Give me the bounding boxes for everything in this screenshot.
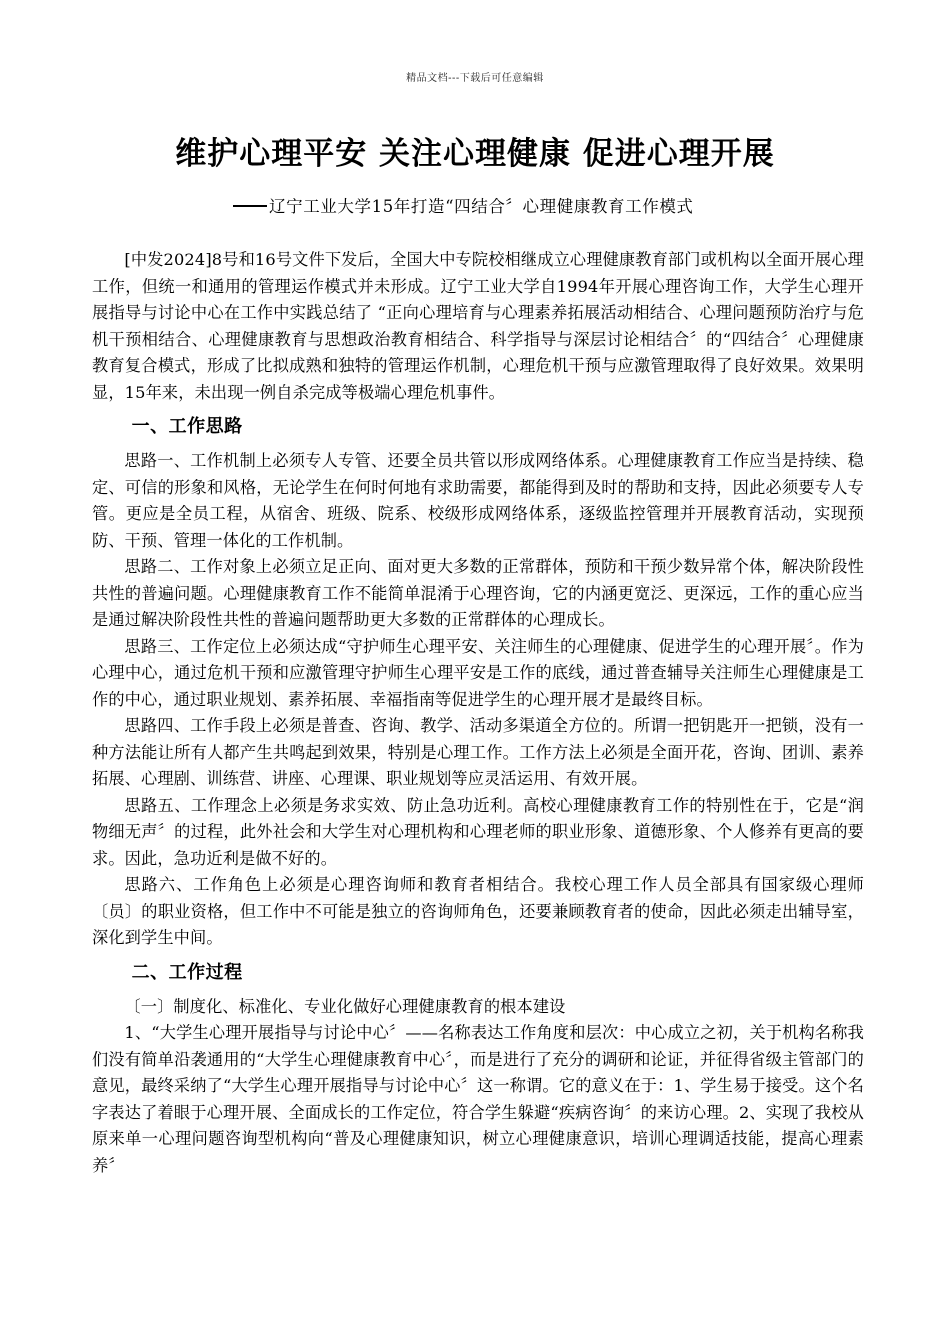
document-body [92, 247, 864, 1179]
subsection-heading: 〔一〕制度化、标准化、专业化做好心理健康教育的根本建设 [124, 996, 566, 1016]
paragraph: 思路一、工作机制上必须专人专管、还要全员共管以形成网络体系。心理健康教育工作应当是持续、稳定、可信的形象和风格，无论学生在何时何地有求助需要，都能得到及时的帮助和支持，因此必须要专人专管。更应是全员工程，从宿舍、班级、院系、校级形成网络体系，逐级监控管理并开展教育活动，实现预防、干预、管理一体化的工作机制。 [92, 451, 864, 550]
subtitle-text: 辽宁工业大学15年打造“四结合〞心理健康教育工作模式 [269, 197, 694, 216]
intro-paragraph: [中发2024]8号和16号文件下发后，全国大中专院校相继成立心理健康教育部门或机构以全面开展心理工作，但统一和通用的管理运作模式并未形成。辽宁工业大学自1994年开展心理咨询工作，大学生心理开展指导与讨论中心在工作中实践总结了 “正向心理培育与心理素养拓展活动相结合、心理问题预防治疗与危机干预相结合、心理健康教育与思想政治教育相结合、科学指导与深层讨论相结合〞的“四结合〞心理健康教育复合模式，形成了比拟成熟和独特的管理运作机制，心理危机干预与应激管理取得了良好效果。效果明显，15年来，未出现一例自杀完成等极端心理危机事件。 [92, 250, 864, 402]
paragraph: 思路六、工作角色上必须是心理咨询师和教育者相结合。我校心理工作人员全部具有国家级心理师〔员〕的职业资格，但工作中不可能是独立的咨询师角色，还要兼顾教育者的使命，因此必须走出辅导室，深化到学生中间。 [92, 875, 864, 947]
paragraph: 思路四、工作手段上必须是普查、咨询、教学、活动多渠道全方位的。所谓一把钥匙开一把锁，没有一种方法能让所有人都产生共鸣起到效果，特别是心理工作。工作方法上必须是全面开花，咨询、团训、素养拓展、心理剧、训练营、讲座、心理课、职业规划等应灵活运用、有效开展。 [92, 716, 864, 788]
header-note: 精品文档---下载后可任意编辑 [406, 73, 544, 84]
section-heading: 一、工作思路 [131, 416, 243, 437]
paragraph: 1、“大学生心理开展指导与讨论中心〞——名称表达工作角度和层次：中心成立之初，关于机构名称我们没有简单沿袭通用的“大学生心理健康教育中心〞，而是进行了充分的调研和论证，并征得省级主管部门的意见，最终采纳了“大学生心理开展指导与讨论中心〞这一称谓。它的意义在于：1、学生易于接受。这个名字表达了着眼于心理开展、全面成长的工作定位，符合学生躲避“疾病咨询〞的来访心理。2、实现了我校从原来单一心理问题咨询型机构向“普及心理健康知识，树立心理健康意识，培训心理调适技能，提高心理素养〞 [92, 1023, 864, 1175]
paragraph: 思路二、工作对象上必须立足正向、面对更大多数的正常群体，预防和干预少数异常个体，解决阶段性共性的普遍问题。心理健康教育工作不能简单混淆于心理咨询，它的内涵更宽泛、更深远，工作的重心应当是通过解决阶段性共性的普遍问题帮助更大多数的正常群体的心理成长。 [92, 557, 864, 629]
document-subtitle [233, 193, 853, 217]
paragraph: 思路三、工作定位上必须达成“守护师生心理平安、关注师生的心理健康、促进学生的心理开展〞。作为心理中心，通过危机干预和应激管理守护师生心理平安是工作的底线，通过普查辅导关注师生心理健康是工作的中心，通过职业规划、素养拓展、幸福指南等促进学生的心理开展才是最终目标。 [92, 636, 864, 709]
paragraph: 思路五、工作理念上必须是务求实效、防止急功近利。高校心理健康教育工作的特别性在于，它是“润物细无声〞的过程，此外社会和大学生对心理机构和心理老师的职业形象、道德形象、个人修养有更高的要求。因此，急功近利是做不好的。 [92, 795, 864, 868]
section-heading: 二、工作过程 [131, 961, 243, 983]
em-dash-mark [233, 205, 267, 207]
document-title: 维护心理平安 关注心理健康 促进心理开展 [175, 136, 775, 172]
